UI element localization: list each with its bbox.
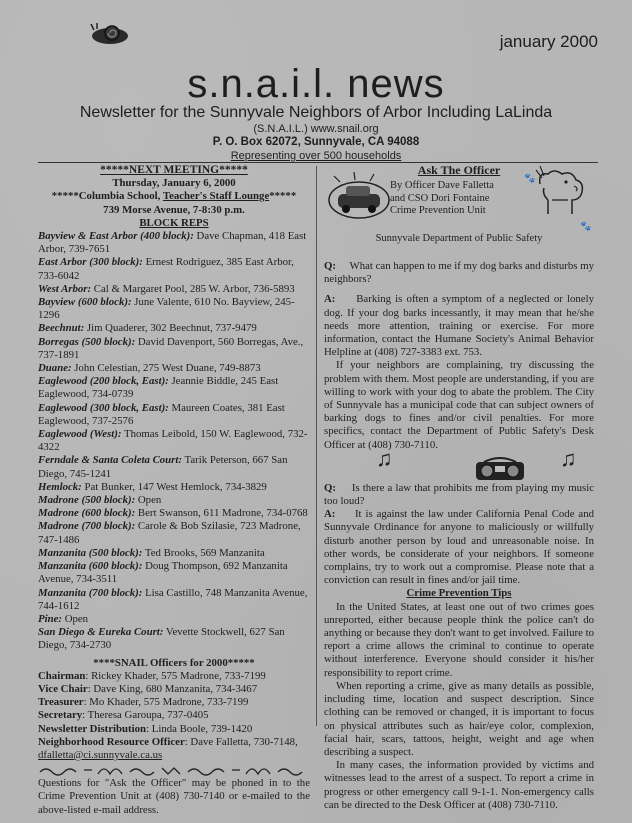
- block-rep-area: San Diego & Eureka Court:: [38, 626, 164, 639]
- answer-2: [324, 508, 594, 587]
- block-rep-entry: [38, 613, 310, 626]
- block-rep-contact: Thomas Leibold, 150 W. Eaglewood, 732-4322: [38, 428, 308, 454]
- block-rep-entry: [38, 375, 310, 401]
- music-note-icon: ♫: [560, 445, 577, 471]
- block-rep-contact: Jim Quaderer, 302 Beechnut, 737-9479: [84, 322, 257, 335]
- ask-officer-heading: Ask The Officer: [417, 163, 501, 177]
- email-link[interactable]: dfalletta@ci.sunnyvale.ca.us: [38, 748, 163, 761]
- music-note-icon: ♫: [376, 445, 393, 471]
- block-rep-area: Madrone (700 block):: [38, 520, 136, 533]
- block-reps-heading: BLOCK REPS: [139, 216, 209, 229]
- police-car-icon: [324, 168, 394, 224]
- block-rep-area: Madrone (500 block):: [38, 494, 136, 507]
- block-rep-area: Duane:: [38, 362, 72, 375]
- officer-contact: : Theresa Garoupa, 737-0405: [82, 709, 209, 722]
- block-rep-area: Bayview (600 block):: [38, 296, 132, 309]
- block-rep-contact: Cal & Margaret Pool, 285 W. Arbor, 736-5893: [91, 282, 295, 295]
- block-rep-contact: Lisa Castillo, 748 Manzanita Avenue, 744-1612: [38, 586, 308, 612]
- block-rep-entry: [38, 428, 310, 454]
- block-rep-entry: [38, 322, 310, 335]
- meeting-address: 739 Morse Avenue, 7-8:30 p.m.: [103, 203, 245, 216]
- music-illustration: [324, 445, 594, 482]
- tips-paragraph-3: In many cases, the information provided by victims and witnesses lead to the arrest of a suspect. To report a crime in progress or other emergency call 9-1-1. Non-emergency calls can be directed to the Desk Officer at (408) 730-7110.: [324, 759, 594, 811]
- block-rep-entry: [38, 230, 310, 256]
- officer-byline: [390, 180, 530, 218]
- tips-paragraph-1: In the United States, at least one out of two crimes goes unreported, either because people think the police can't do anything or because they don't want to get involved. Failure to report a crime allows the criminal to continue to operate without interference. Everyone should consider it his/her responsibility to report crime.: [324, 600, 594, 679]
- block-rep-entry: [38, 587, 310, 613]
- block-rep-area: Eaglewood (300 block, East):: [38, 401, 169, 414]
- paw-icon: 🐾: [524, 173, 536, 183]
- block-rep-area: Ferndale & Santa Coleta Court:: [38, 454, 182, 467]
- answer-2-text: It is against the law under California Penal Code and Sunnyvale Ordinance for anyone to maliciously or willfully disturb another person by loud and unreasonable noise. In other words, be considerate of your neighbors. If someone complains, try to work out a compromise. Please note that a conviction can result in fines and/or jail time.: [324, 508, 594, 587]
- masthead-subtitle: Newsletter for the Sunnyvale Neighbors of Arbor Including LaLinda: [79, 104, 553, 121]
- officer-contact: : Dave King, 680 Manzanita, 734-3467: [87, 682, 258, 695]
- officer-contact: : Dave Falletta, 730-7148,: [184, 735, 298, 748]
- block-rep-entry: [38, 560, 310, 586]
- byline-line3: Crime Prevention Unit: [390, 205, 486, 216]
- block-rep-contact: David Davenport, 560 Borregas, Ave., 737-1891: [38, 335, 304, 361]
- byline-line1: By Officer Dave Falletta: [390, 180, 494, 191]
- block-rep-area: Madrone (600 block):: [38, 507, 136, 520]
- block-rep-entry: [38, 283, 310, 296]
- tips-paragraph-2: When reporting a crime, give as many details as possible, including time, location and suspect description. Since clothing can be removed or changed, it is important to focus on physical attributes such as hair/eye color, complexion, facial hair, scars, tattoos, height, weight and age when describing a suspect.: [324, 679, 594, 758]
- paw-icon: 🐾: [580, 221, 592, 231]
- block-rep-contact: Tarik Peterson, 667 San Diego, 745-1241: [38, 454, 288, 480]
- answer-1: [324, 293, 594, 359]
- block-rep-contact: Ernest Rodriguez, 385 East Arbor, 733-6042: [38, 256, 294, 282]
- block-rep-contact: June Valente, 610 No. Bayview, 245-1296: [38, 296, 295, 322]
- officer-entry: [38, 670, 310, 683]
- block-rep-entry: [38, 481, 310, 494]
- officer-role: Neighborhood Resource Officer: [38, 735, 185, 748]
- meeting-heading: *****NEXT MEETING*****: [100, 164, 248, 176]
- block-rep-entry: [38, 336, 310, 362]
- block-rep-contact: Ted Brooks, 569 Manzanita: [142, 546, 265, 559]
- block-rep-entry: [38, 256, 310, 282]
- block-rep-area: Pine:: [38, 612, 62, 625]
- officer-contact: : Rickey Khader, 575 Madrone, 733-7199: [85, 669, 266, 682]
- block-rep-entry: [38, 507, 310, 520]
- officer-role: Treasurer: [38, 696, 84, 709]
- column-divider: [316, 166, 317, 726]
- block-rep-contact: Open: [62, 612, 89, 625]
- officer-entry: [38, 723, 310, 736]
- officer-role: Chairman: [38, 669, 86, 682]
- meeting-room: Teacher's Staff Lounge: [162, 190, 270, 203]
- block-rep-entry: [38, 402, 310, 428]
- tips-heading: Crime Prevention Tips: [406, 587, 512, 600]
- block-rep-entry: [38, 547, 310, 560]
- block-rep-contact: Jeannie Biddle, 245 East Eaglewood, 734-0739: [38, 375, 279, 401]
- header-divider: [38, 162, 598, 163]
- block-rep-area: West Arbor:: [38, 282, 92, 295]
- block-rep-entry: [38, 296, 310, 322]
- decorative-squiggle: [38, 764, 308, 776]
- block-rep-contact: Bert Swanson, 611 Madrone, 734-0768: [135, 507, 308, 520]
- block-rep-area: Manzanita (600 block):: [38, 560, 143, 573]
- byline-line2: and CSO Dori Fontaine: [390, 192, 490, 204]
- block-rep-area: Manzanita (500 block):: [38, 546, 143, 559]
- question-1: [324, 260, 594, 286]
- block-rep-area: Hemlock:: [38, 480, 82, 493]
- left-footer-note: Questions for "Ask the Officer" may be phoned in to the Crime Prevention Unit at (408) 730-7140 or e-mailed to the above-listed e-mail address.: [38, 777, 310, 816]
- q-label: Q:: [324, 260, 336, 272]
- block-rep-contact: Dave Chapman, 418 East Arbor, 739-7651: [38, 230, 307, 256]
- boombox-icon: [474, 456, 526, 482]
- officer-role: Newsletter Distribution: [38, 722, 147, 735]
- officer-entry: [38, 736, 310, 749]
- block-rep-contact: Pat Bunker, 147 West Hemlock, 734-3829: [81, 480, 267, 493]
- masthead-title: s.n.a.i.l. news: [187, 62, 445, 106]
- meeting-place: [38, 190, 310, 203]
- block-rep-area: Beechnut:: [38, 322, 85, 335]
- block-rep-entry: [38, 494, 310, 507]
- block-rep-area: East Arbor (300 block):: [38, 256, 143, 269]
- block-rep-contact: Maureen Coates, 381 East Eaglewood, 737-2576: [38, 401, 285, 427]
- meeting-place-prefix: *****Columbia School,: [51, 190, 163, 203]
- block-rep-area: Borregas (500 block):: [38, 335, 136, 348]
- officer-role: Secretary: [38, 709, 83, 722]
- postal-address: P. O. Box 62072, Sunnyvale, CA 94088: [212, 136, 420, 148]
- answer-1-paragraph-2: If your neighbors are complaining, try discussing the problem with them. Most people are understanding, if you are willing to work with your dog to abate the problem. The City of Sunnyvale has a municipal code that can subject owners of barking dogs to fines and/or civil penalties. For more specifics, contact the Department of Public Safety's Desk Officer at (408) 730-7110.: [324, 359, 594, 451]
- a-label: A:: [324, 293, 336, 306]
- officer-department: Sunnyvale Department of Public Safety: [375, 233, 543, 244]
- block-rep-area: Eaglewood (200 block, East):: [38, 375, 169, 388]
- meeting-date: Thursday, January 6, 2000: [112, 177, 236, 190]
- block-rep-entry: [38, 454, 310, 480]
- officer-entry: [38, 683, 310, 696]
- block-rep-area: Manzanita (700 block):: [38, 586, 143, 599]
- left-column: [38, 164, 310, 817]
- block-rep-entry: [38, 362, 310, 375]
- officer-contact: : Linda Boole, 739-1420: [146, 722, 253, 735]
- officer-contact: : Mo Khader, 575 Madrone, 733-7199: [83, 696, 249, 709]
- answer-1-text: Barking is often a symptom of a neglected or lonely dog. If your dog barks incessantly, it may mean that he/she needs more attention, training or exercise. For more information, contact the Humane Society's Animal Behavior Helpline at (408) 727-3383 ext. 753.: [324, 293, 594, 359]
- issue-date: january 2000: [499, 32, 598, 51]
- question-2: [324, 482, 594, 508]
- website-line: (S.N.A.I.L.) www.snail.org: [253, 123, 379, 135]
- question-1-text: What can happen to me if my dog barks and disturbs my neighbors?: [324, 260, 595, 286]
- a-label: A:: [324, 508, 336, 521]
- block-rep-contact: Vevette Stockwell, 627 San Diego, 734-2730: [38, 626, 285, 652]
- households-line: Representing over 500 households: [230, 150, 402, 162]
- block-reps-list: [38, 230, 310, 653]
- block-rep-contact: Open: [135, 494, 162, 507]
- block-rep-contact: John Celestian, 275 West Duane, 749-8873: [71, 362, 261, 375]
- block-rep-contact: Carole & Bob Szilasie, 723 Madrone, 747-1486: [38, 520, 301, 546]
- block-rep-entry: [38, 520, 310, 546]
- officer-role: Vice Chair: [38, 682, 88, 695]
- block-rep-entry: [38, 626, 310, 652]
- officers-list: [38, 670, 310, 749]
- snail-icon: [88, 22, 132, 46]
- block-rep-area: Bayview & East Arbor (400 block):: [38, 230, 194, 243]
- block-rep-area: Eaglewood (West):: [38, 428, 122, 441]
- officer-entry: [38, 709, 310, 722]
- question-2-text: Is there a law that prohibits me from playing my music too loud?: [324, 481, 594, 508]
- block-rep-contact: Doug Thompson, 692 Manzanita Avenue, 734-3511: [38, 560, 288, 586]
- meeting-place-suffix: *****: [269, 190, 297, 203]
- right-column: [324, 164, 594, 812]
- officers-heading: ****SNAIL Officers for 2000*****: [93, 656, 255, 669]
- q-label: Q:: [324, 481, 336, 494]
- dog-icon: [532, 164, 588, 222]
- ask-officer-header: [324, 164, 594, 256]
- officer-entry: [38, 696, 310, 709]
